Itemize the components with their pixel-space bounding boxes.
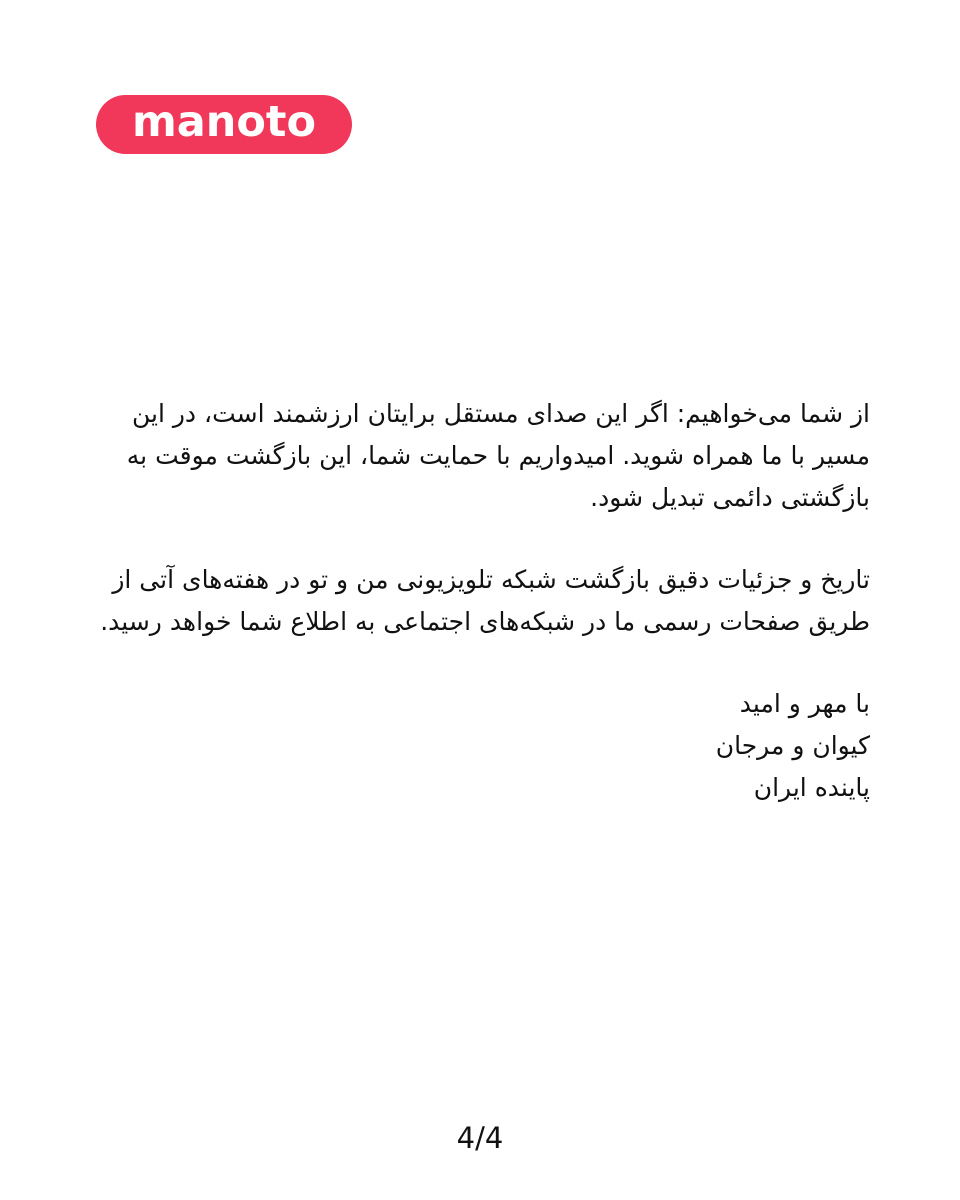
logo-text: manoto <box>131 96 317 147</box>
paragraph-return-details: تاریخ و جزئیات دقیق بازگشت شبکه تلویزیونی من و تو در هفته‌های آتی از طریق صفحات رسمی ما در شبکه‌های اجتماعی به اطلاع شما خواهد رسید. <box>100 565 870 636</box>
message-body <box>96 393 870 809</box>
page-indicator: 4/4 <box>456 1121 504 1155</box>
manoto-logo <box>96 95 352 154</box>
paragraph-support-request: از شما می‌خواهیم: اگر این صدای مستقل برایتان ارزشمند است، در این مسیر با ما همراه شوید. امیدواریم با حمایت شما، این بازگشت موقت به بازگشتی دائمی تبدیل شود. <box>126 399 870 512</box>
signature-line-greeting: با مهر و امید <box>739 689 870 718</box>
signature <box>96 683 870 809</box>
signature-line-closing: پاینده ایران <box>753 773 870 802</box>
signature-line-names: کیوان و مرجان <box>715 731 870 760</box>
